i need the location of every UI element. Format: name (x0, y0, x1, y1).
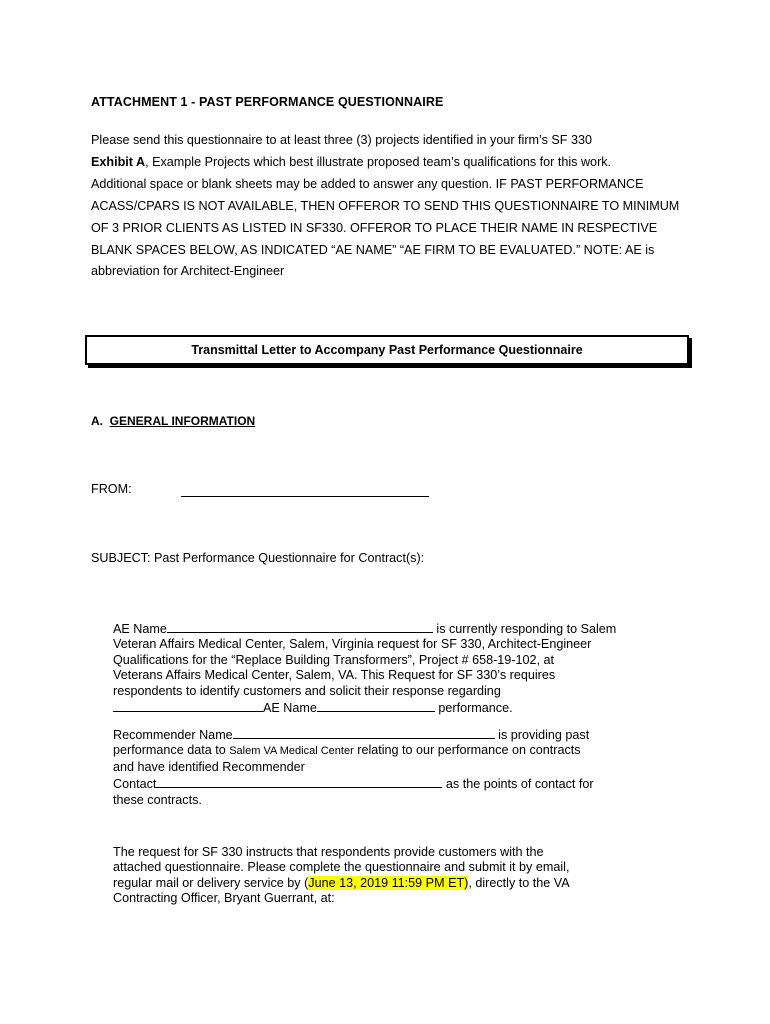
para-line: these contracts. (113, 792, 202, 807)
ae-name-blank-field-2[interactable] (113, 699, 263, 712)
recommender-paragraph (113, 726, 673, 808)
para-line: Veteran Affairs Medical Center, Salem, Virginia request for SF 330, Architect-Engineer (113, 637, 592, 652)
instructions-paragraph (113, 845, 673, 907)
recommender-name-label: Recommender Name (113, 728, 233, 742)
ae-name-label-2: AE Name (263, 701, 317, 716)
para-line-rest: , directly to the VA (468, 875, 570, 890)
para-line (113, 775, 673, 792)
from-blank-field[interactable] (181, 496, 429, 497)
ae-name-paragraph (113, 620, 673, 716)
contact-label: Contact (113, 777, 157, 792)
para-line (113, 876, 673, 891)
para-line (113, 726, 673, 743)
intro-line: ACASS/CPARS IS NOT AVAILABLE, THEN OFFEROR TO SEND THIS QUESTIONNAIRE TO MINIMUM (91, 198, 680, 213)
intro-line: BLANK SPACES BELOW, AS INDICATED “AE NAME” “AE FIRM TO BE EVALUATED.” NOTE: AE is (91, 242, 655, 257)
recommender-name-blank-field[interactable] (233, 726, 495, 739)
para-line (113, 743, 673, 759)
ae-name-blank-field[interactable] (167, 620, 433, 633)
para-line: Veterans Affairs Medical Center, Salem, VA. This Request for SF 330’s requires (113, 668, 556, 683)
para-line: Qualifications for the “Replace Building Transformers”, Project # 658-19-102, at (113, 652, 554, 667)
intro-line (91, 152, 691, 174)
transmittal-letter-heading: Transmittal Letter to Accompany Past Performance Questionnaire (191, 343, 583, 357)
ae-performance-blank-field[interactable] (317, 699, 435, 712)
para-line (113, 699, 673, 716)
transmittal-letter-box (85, 335, 689, 365)
para-line-rest: relating to our performance on contracts (353, 743, 581, 758)
para-line: Contracting Officer, Bryant Guerrant, at: (113, 891, 335, 906)
section-a-heading (91, 414, 255, 428)
deadline-highlight: June 13, 2019 11:59 PM ET) (308, 875, 469, 890)
exhibit-a-label: Exhibit A (91, 154, 146, 169)
para-line-rest: is providing past (494, 728, 590, 742)
intro-line: Additional space or blank sheets may be added to answer any question. IF PAST PERFORMANCE (91, 176, 644, 191)
intro-line: abbreviation for Architect-Engineer (91, 264, 285, 279)
para-line: The request for SF 330 instructs that respondents provide customers with the (113, 845, 544, 859)
intro-paragraph (91, 130, 691, 283)
section-a-label: GENERAL INFORMATION (109, 414, 256, 428)
ae-name-label: AE Name (113, 622, 167, 636)
section-a-prefix: A. (91, 414, 103, 428)
contact-blank-field[interactable] (156, 775, 442, 788)
para-line: respondents to identify customers and solicit their response regarding (113, 683, 501, 698)
intro-line-rest: , Example Projects which best illustrate proposed team’s qualifications for this work. (145, 154, 612, 169)
intro-line: Please send this questionnaire to at least three (3) projects identified in your firm’s SF 330 (91, 133, 592, 147)
para-line-start: performance data to (113, 743, 230, 758)
salem-va-medical-center-text: Salem VA Medical Center (229, 745, 354, 758)
subject-line: SUBJECT: Past Performance Questionnaire for Contract(s): (91, 551, 425, 565)
para-line-start: regular mail or delivery service by ( (113, 875, 309, 890)
para-line: and have identified Recommender (113, 759, 305, 774)
para-line: attached questionnaire. Please complete the questionnaire and submit it by email, (113, 860, 570, 875)
para-line-rest: performance. (434, 701, 513, 716)
from-label: FROM: (91, 482, 132, 496)
document-title: ATTACHMENT 1 - PAST PERFORMANCE QUESTIONNAIRE (91, 95, 444, 109)
para-line-rest: is currently responding to Salem (432, 622, 617, 636)
para-line-rest: as the points of contact for (442, 777, 594, 792)
intro-line: OF 3 PRIOR CLIENTS AS LISTED IN SF330. OFFEROR TO PLACE THEIR NAME IN RESPECTIVE (91, 220, 658, 235)
para-line (113, 620, 673, 637)
